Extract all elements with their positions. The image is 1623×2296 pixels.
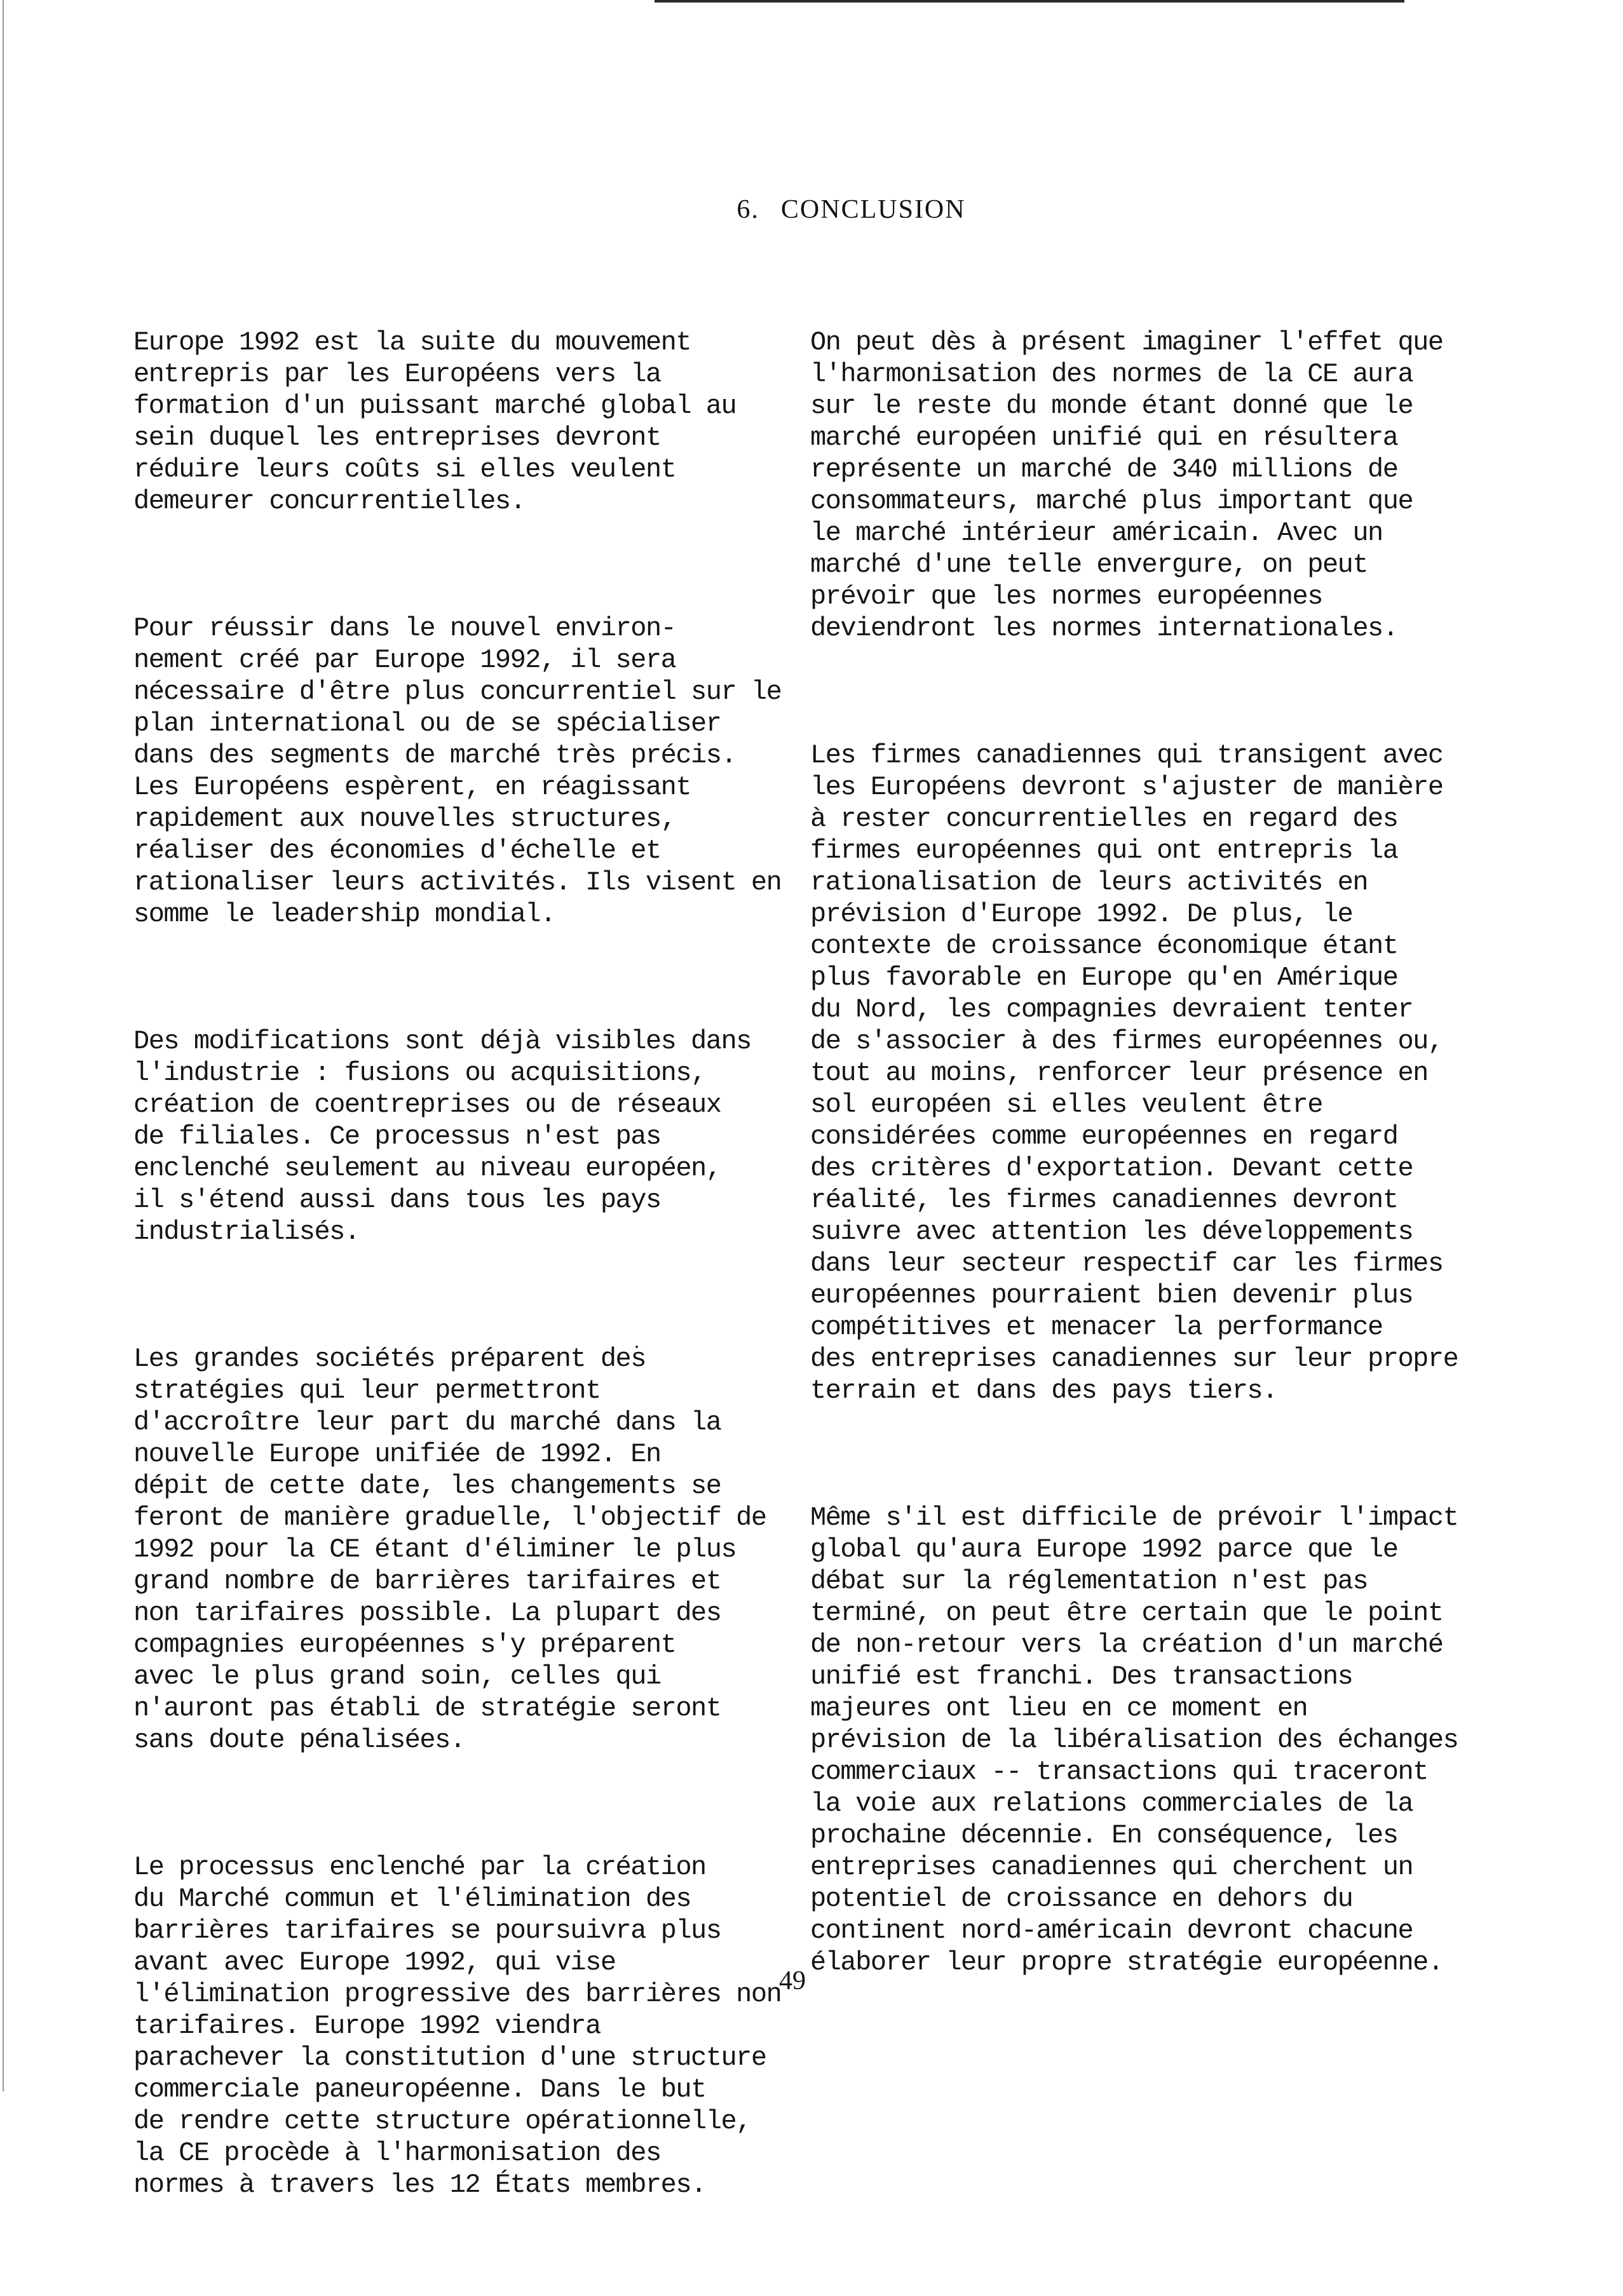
section-number: 6. (737, 195, 759, 224)
right-column (810, 263, 1458, 2074)
left-column (133, 263, 781, 2296)
paragraph: Les grandes sociétés préparent des stratégies qui leur permettront d'accroître leur part du marché dans la nouvelle Europe unifiée de 1992. En dépit de cette date, les changements se feront de manière graduelle, l'objectif de 1992 pour la CE étant d'éliminer le plus grand nombre de barrières tarifaires et non tarifaires possible. La plupart des compagnies européennes s'y préparent avec le plus grand soin, celles qui n'auront pas établi de stratégie seront sans doute pénalisées. (133, 1344, 766, 1755)
section-heading (0, 194, 1623, 225)
section-title: CONCLUSION (780, 195, 966, 224)
paragraph: Même s'il est difficile de prévoir l'impact global qu'aura Europe 1992 parce que le débat sur la réglementation n'est pas terminé, on peut être certain que le point de non-retour vers la création d'un marché unifié est franchi. Des transactions majeures ont lieu en ce moment en prévision de la libéralisation des échanges commerciaux -- transactions qui traceront la voie aux relations commerciales de la prochaine décennie. En conséquence, les entreprises canadiennes qui cherchent un potentiel de croissance en dehors du continent nord-américain devront chacune élaborer leur propre stratégie européenne. (810, 1503, 1458, 1978)
scan-top-rule (655, 0, 1404, 3)
paragraph: Les firmes canadiennes qui transigent avec les Européens devront s'ajuster de manière à rester concurrentielles en regard des firmes européennes qui ont entrepris la rationalisation de leurs activités en prévision d'Europe 1992. De plus, le contexte de croissance économique étant plus favorable en Europe qu'en Amérique du Nord, les compagnies devraient tenter de s'associer à des firmes européennes ou, tout au moins, renforcer leur présence en sol européen si elles veulent être considérées comme européennes en regard des critères d'exportation. Devant cette réalité, les firmes canadiennes devront suivre avec attention les développements dans leur secteur respectif car les firmes européennes pourraient bien devenir plus compétitives et menacer la performance des entreprises canadiennes sur leur propre terrain et dans des pays tiers. (810, 740, 1458, 1406)
page-number: 49 (779, 1966, 806, 1995)
scan-edge-line (3, 0, 4, 2091)
paragraph: Le processus enclenché par la création du Marché commun et l'élimination des barrières tarifaires se poursuivra plus avant avec Europe 1992, qui vise l'élimination progressive des barrières non tarifaires. Europe 1992 viendra parachever la constitution d'une structure commerciale paneuropéenne. Dans le but de rendre cette structure opérationnelle, la CE procède à l'harmonisation des normes à travers les 12 États membres. (133, 1852, 782, 2200)
paragraph: On peut dès à présent imaginer l'effet que l'harmonisation des normes de la CE aura sur le reste du monde étant donné que le marché européen unifié qui en résultera représente un marché de 340 millions de consommateurs, marché plus important que le marché intérieur américain. Avec un marché d'une telle envergure, on peut prévoir que les normes européennes deviendront les normes internationales. (810, 327, 1443, 644)
paragraph: Pour réussir dans le nouvel environ- nement créé par Europe 1992, il sera nécessaire d'être plus concurrentiel sur le plan international ou de se spécialiser dans des segments de marché très précis. Les Européens espèrent, en réagissant rapidement aux nouvelles structures, réaliser des économies d'échelle et rationaliser leurs activités. Ils visent en somme le leadership mondial. (133, 613, 782, 929)
paragraph: Europe 1992 est la suite du mouvement entrepris par les Européens vers la formation d'un puissant marché global au sein duquel les entreprises devront réduire leurs coûts si elles veulent demeurer concurrentielles. (133, 327, 737, 517)
paragraph: Des modifications sont déjà visibles dans l'industrie : fusions ou acquisitions, création de coentreprises ou de réseaux de filiales. Ce processus n'est pas enclenché seulement au niveau européen, il s'étend aussi dans tous les pays industrialisés. (133, 1026, 751, 1247)
